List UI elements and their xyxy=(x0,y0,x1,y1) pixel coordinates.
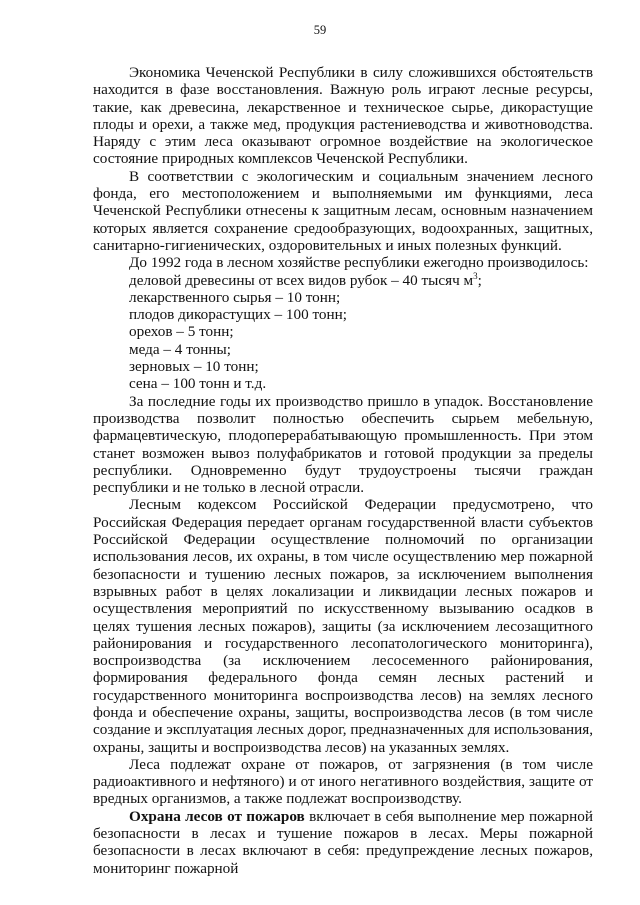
fire-protection-text: включает в себя выполнение мер пожарной безопасности в лесах и тушение пожаров в лесах. Меры пожарной безопасности в лесах включают в себя: предупреждение лесных пожаров, мониторинг пожарной xyxy=(93,807,593,877)
paragraph-protective-forests: В соответствии с экологическим и социальным значением лесного фонда, его местоположением и выполняемыми им функциями, леса Чеченской Республики отнесены к защитным лесам, основным назначением которых является сохранение средообразующих, водоохранных, защитных, санитарно-гигиенических, оздоровительных и иных полезных функций. xyxy=(93,167,593,254)
paragraph-economy: Экономика Чеченской Республики в силу сложившихся обстоятельств находится в фазе восстановления. Важную роль играют лесные ресурсы, такие, как древесина, лекарственное и техническое сырье, дикорастущие плоды и орехи, а также мед, продукция растениеводства и животноводства. Наряду с этим леса оказывают огромное воздействие на экологическое состояние природных комплексов Чеченской Республики. xyxy=(93,64,593,168)
list-item-wild-fruits: плодов дикорастущих – 100 тонн; xyxy=(129,306,348,324)
paragraph-forest-code: Лесным кодексом Российской Федерации предусмотрено, что Российская Федерация передает органам государственной власти субъектов Российской Федерации осуществление полномочий по организации использования лесов, их охраны, в том числе осуществлению мер пожарной безопасности и тушению лесных пожаров, за исключением выполнения взрывных работ в целях локализации и ликвидации лесных пожаров и осуществления мероприятий по искусственному вызыванию осадков в целях тушения лесных пожаров), защиты (за исключением лесозащитного районирования и государственного лесопатологического мониторинга), воспроизводства (за исключением лесосеменного районирования, формирования федерального фонда семян лесных растений и государственного мониторинга воспроизводства лесов) на землях лесного фонда и обеспечение охраны, защиты, воспроизводства лесов (в том числе создание и эксплуатация лесных дорог, предназначенных для использования, охраны, защиты и воспроизводства лесов) на указанных землях. xyxy=(93,496,593,756)
cubic-superscript: 3 xyxy=(473,270,478,281)
page-number: 59 xyxy=(313,23,327,37)
list-item-medicinal: лекарственного сырья – 10 тонн; xyxy=(129,288,341,306)
list-item-hay: сена – 100 тонн и т.д. xyxy=(129,375,267,393)
list-item-honey: меда – 4 тонны; xyxy=(129,340,231,358)
paragraph-fire-protection xyxy=(93,808,593,877)
list-item-timber xyxy=(93,272,593,289)
paragraph-forest-protection: Леса подлежат охране от пожаров, от загрязнения (в том числе радиоактивного и нефтяного) и от иного негативного воздействия, защите от вредных организмов, а также подлежат воспроизводству. xyxy=(93,755,593,808)
paragraph-decline: За последние годы их производство пришло в упадок. Восстановление производства позволит полностью обеспечить сырьем мебельную, фармацевтическую, плодоперерабатывающую промышленность. При этом станет возможен вывоз полуфабрикатов и готовой продукции за пределы республики. Одновременно будут трудоустроены тысячи граждан республики и не только в лесной отрасли. xyxy=(93,392,593,497)
fire-protection-heading: Охрана лесов от пожаров xyxy=(129,807,305,825)
list-item-timber-text: деловой древесины от всех видов рубок – 40 тысяч м xyxy=(129,271,474,289)
body-text xyxy=(93,64,593,877)
list-item-grain: зерновых – 10 тонн; xyxy=(129,358,259,376)
paragraph-production-intro: До 1992 года в лесном хозяйстве республики ежегодно производилось: xyxy=(129,254,589,272)
list-item-timber-tail: ; xyxy=(477,271,482,289)
list-item-nuts: орехов – 5 тонн; xyxy=(129,323,234,341)
